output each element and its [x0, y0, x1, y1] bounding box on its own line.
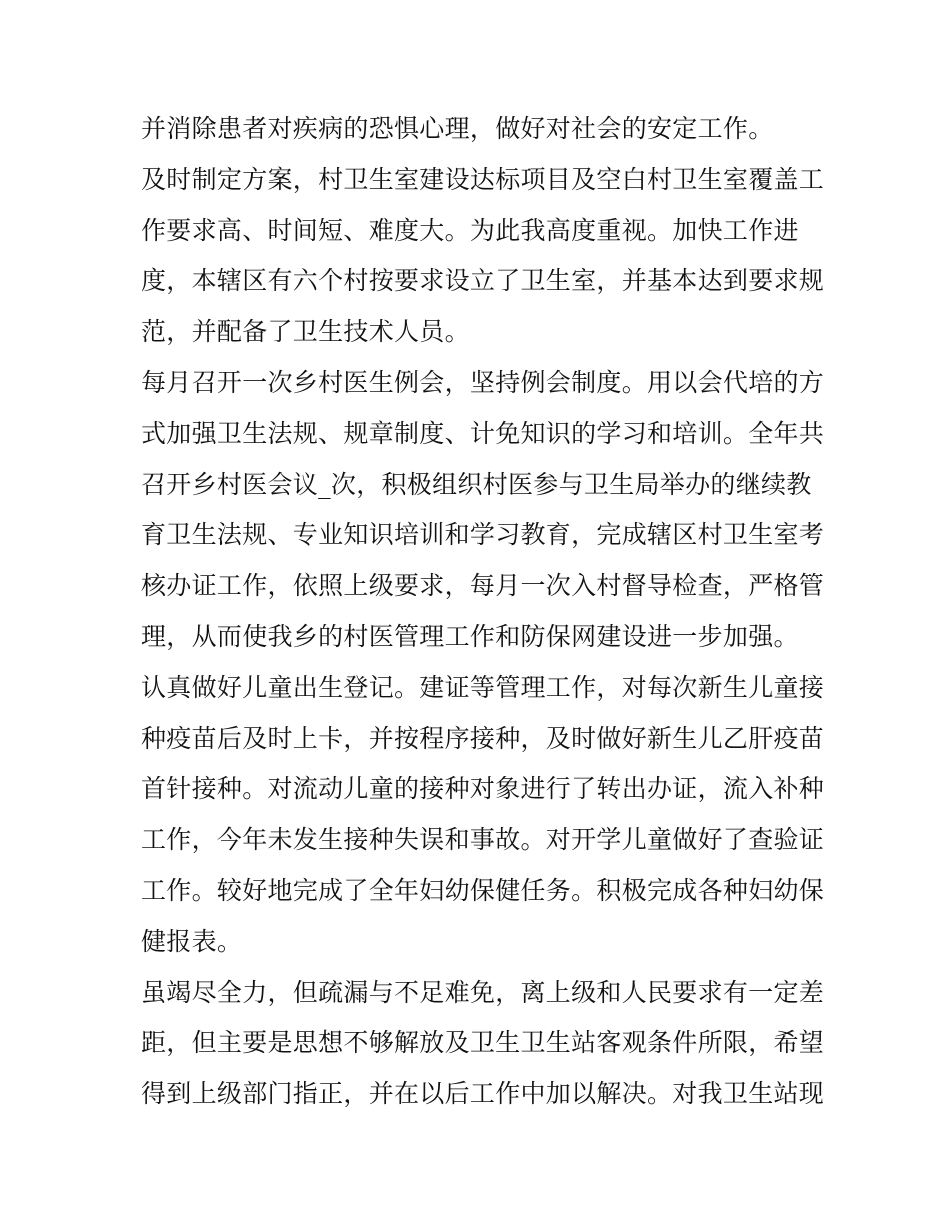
- text-line: 召开乡村医会议_次，积极组织村医参与卫生局举办的继续教: [141, 469, 812, 499]
- text-line: 健报表。: [141, 926, 243, 956]
- text-line: 育卫生法规、专业知识培训和学习教育，完成辖区村卫生室考: [141, 520, 825, 550]
- text-line: 理，从而使我乡的村医管理工作和防保网建设进一步加强。: [141, 621, 799, 651]
- text-line: 工作，今年未发生接种失误和事故。对开学儿童做好了查验证: [141, 825, 825, 855]
- document-body: [141, 104, 825, 1120]
- text-line: 式加强卫生法规、规章制度、计免知识的学习和培训。全年共: [141, 418, 825, 448]
- text-line: 种疫苗后及时上卡，并按程序接种，及时做好新生儿乙肝疫苗: [141, 723, 825, 753]
- text-line: 距，但主要是思想不够解放及卫生卫生站客观条件所限，希望: [141, 1028, 825, 1058]
- text-line: 虽竭尽全力，但疏漏与不足难免，离上级和人民要求有一定差: [141, 977, 825, 1007]
- text-line: 并消除患者对疾病的恐惧心理，做好对社会的安定工作。: [141, 114, 774, 143]
- text-line: 及时制定方案，村卫生室建设达标项目及空白村卫生室覆盖工: [141, 164, 825, 194]
- text-line: 度，本辖区有六个村按要求设立了卫生室，并基本达到要求规: [141, 266, 825, 296]
- text-line: 每月召开一次乡村医生例会，坚持例会制度。用以会代培的方: [141, 367, 825, 397]
- text-line: 作要求高、时间短、难度大。为此我高度重视。加快工作进: [141, 215, 799, 245]
- text-line: 认真做好儿童出生登记。建证等管理工作，对每次新生儿童接: [141, 672, 825, 702]
- text-line: 首针接种。对流动儿童的接种对象进行了转出办证，流入补种: [141, 774, 825, 804]
- text-line: 范，并配备了卫生技术人员。: [141, 317, 470, 347]
- text-line: 得到上级部门指正，并在以后工作中加以解决。对我卫生站现: [141, 1079, 825, 1109]
- text-line: 工作。较好地完成了全年妇幼保健任务。积极完成各种妇幼保: [141, 875, 825, 905]
- text-line: 核办证工作，依照上级要求，每月一次入村督导检查，严格管: [141, 571, 825, 601]
